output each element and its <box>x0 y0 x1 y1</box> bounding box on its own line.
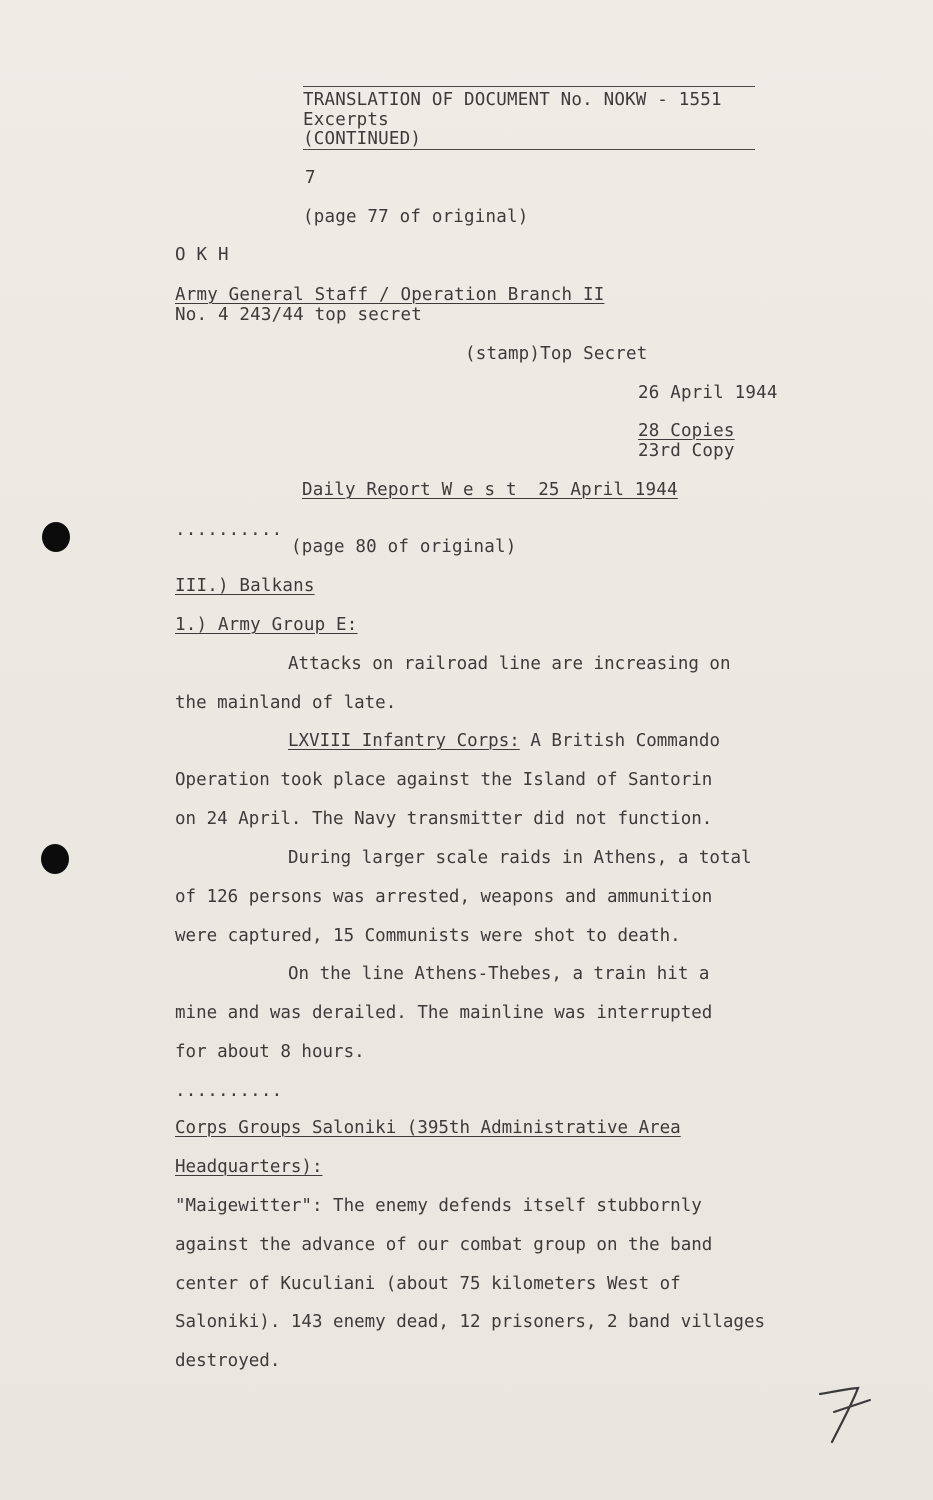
corps-label: LXVIII Infantry Corps: <box>288 731 520 751</box>
body-line: Attacks on railroad line are increasing on <box>288 654 731 674</box>
corps-group-heading-cont: Headquarters): <box>175 1157 323 1177</box>
department: Army General Staff / Operation Branch II <box>175 285 605 305</box>
header-title: TRANSLATION OF DOCUMENT No. NOKW - 1551 <box>303 90 722 110</box>
subsection-heading: 1.) Army Group E: <box>175 615 358 635</box>
body-line: center of Kuculiani (about 75 kilometers West of <box>175 1274 681 1294</box>
body-line: the mainland of late. <box>175 693 397 713</box>
body-line: Saloniki). 143 enemy dead, 12 prisoners, 2 band villages <box>175 1312 766 1332</box>
body-line: Operation took place against the Island of Santorin <box>175 770 713 790</box>
body-line: on 24 April. The Navy transmitter did not function. <box>175 809 713 829</box>
header-continued: (CONTINUED) <box>303 129 422 149</box>
report-title: Daily Report W e s t 25 April 1944 <box>302 480 678 500</box>
document-date: 26 April 1944 <box>638 383 778 403</box>
body-line: were captured, 15 Communists were shot to death. <box>175 926 681 946</box>
reference-number: No. 4 243/44 top secret <box>175 305 422 325</box>
handwritten-page-mark <box>812 1380 882 1450</box>
ellipsis-dots: .......... <box>175 520 283 540</box>
body-line: of 126 persons was arrested, weapons and ammunition <box>175 887 713 907</box>
corps-group-heading: Corps Groups Saloniki (395th Administrative Area <box>175 1118 681 1138</box>
copy-number: 23rd Copy <box>638 441 735 461</box>
page-number: 7 <box>305 168 316 188</box>
original-page-ref: (page 77 of original) <box>303 207 529 227</box>
body-line: mine and was derailed. The mainline was interrupted <box>175 1003 713 1023</box>
body-line: destroyed. <box>175 1351 281 1371</box>
header-top-rule <box>303 86 755 87</box>
issuer: O K H <box>175 245 229 265</box>
punch-hole <box>42 522 70 552</box>
stamp-text: (stamp)Top Secret <box>465 344 648 364</box>
header-excerpts: Excerpts <box>303 110 389 130</box>
body-line: against the advance of our combat group on the band <box>175 1235 713 1255</box>
punch-hole <box>41 844 69 874</box>
body-line: "Maigewitter": The enemy defends itself stubbornly <box>175 1196 702 1216</box>
header-bottom-rule <box>303 149 755 150</box>
section-heading: III.) Balkans <box>175 576 315 596</box>
body-line <box>288 731 720 751</box>
body-line: On the line Athens-Thebes, a train hit a <box>288 964 710 984</box>
copies-count: 28 Copies <box>638 421 735 441</box>
corps-text: A British Commando <box>519 731 720 751</box>
original-page-ref-2: (page 80 of original) <box>291 537 517 557</box>
body-line: for about 8 hours. <box>175 1042 365 1062</box>
body-line: During larger scale raids in Athens, a total <box>288 848 752 868</box>
ellipsis-dots-2: .......... <box>175 1081 283 1101</box>
